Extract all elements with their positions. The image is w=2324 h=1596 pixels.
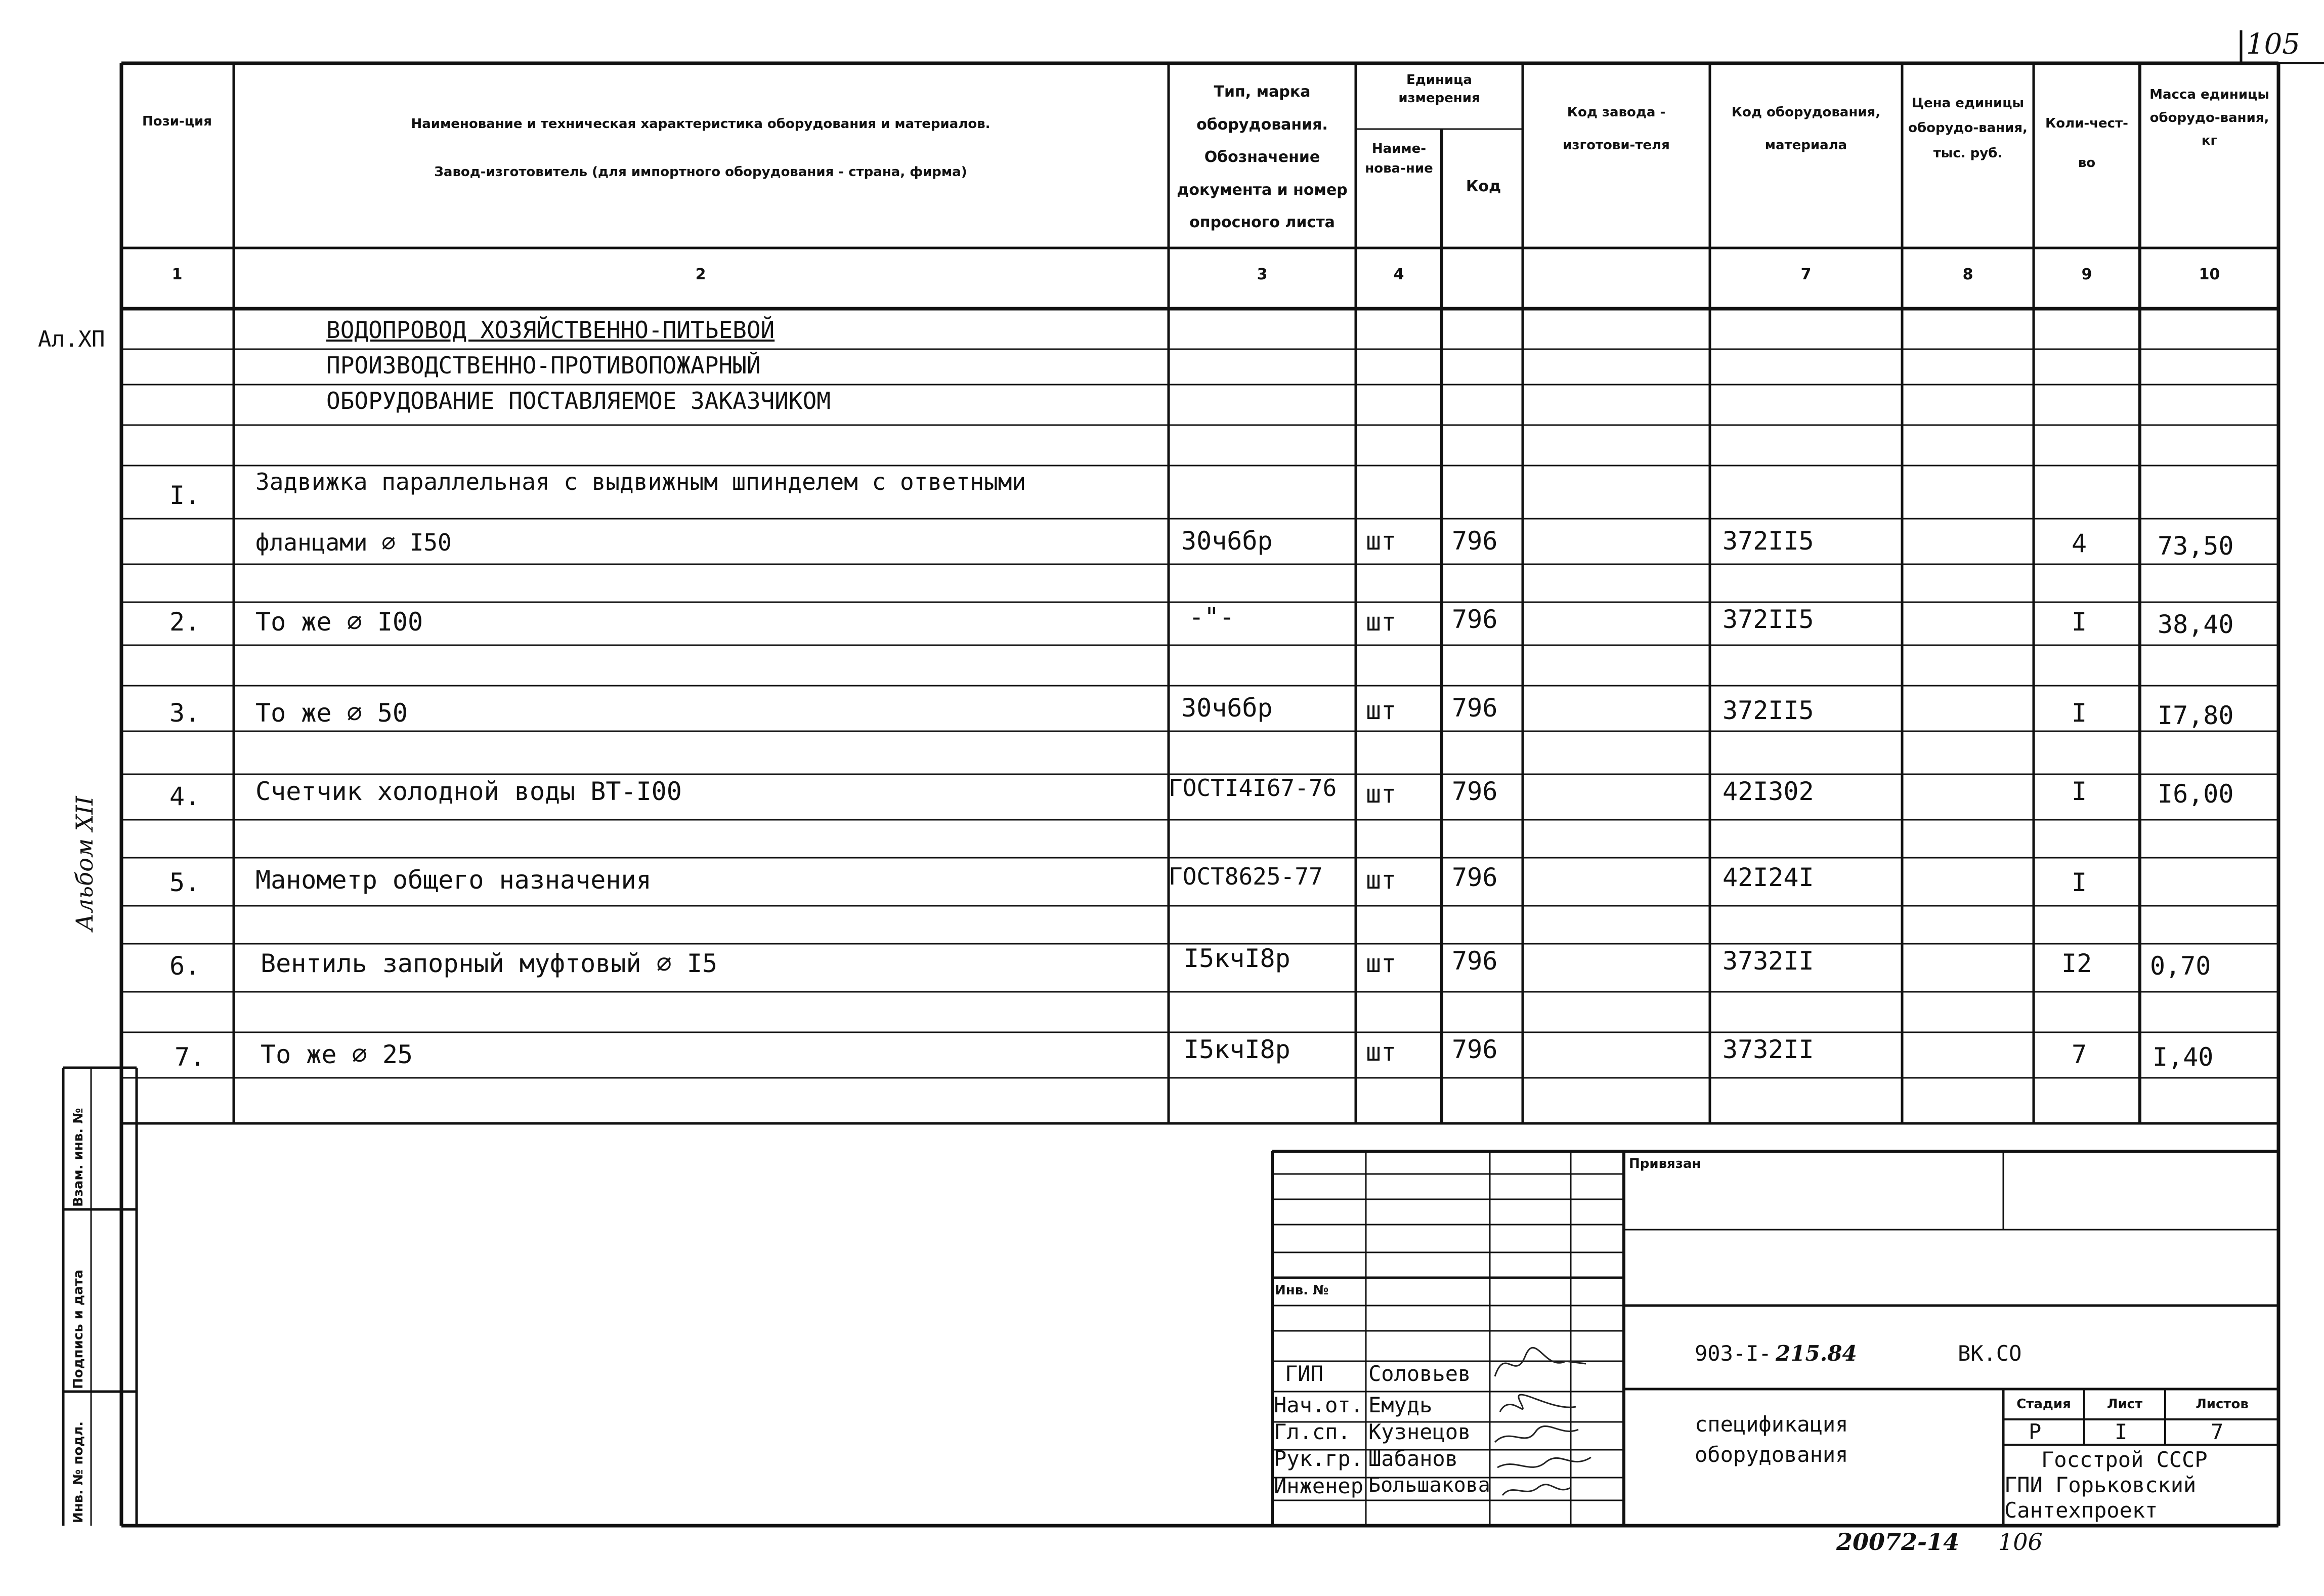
- header-pos: Пози-ция: [142, 114, 212, 129]
- row-6-mass: 0,70: [2150, 951, 2211, 981]
- col-number-9: 9: [2081, 266, 2092, 283]
- signer-name-1: Соловьев: [1368, 1361, 1471, 1386]
- row-5-unit: шт: [1366, 865, 1397, 895]
- row-3-pos: 3.: [169, 698, 200, 728]
- row-7-pos: 7.: [175, 1042, 205, 1072]
- doc-title-line-1: спецификация: [1695, 1412, 1848, 1437]
- signer-name-5: Большакова: [1368, 1474, 1490, 1497]
- header-equip-code: Код оборудования, материала: [1731, 105, 1881, 153]
- doc-mark: ВК.СО: [1958, 1341, 2022, 1366]
- sheets-value: 7: [2211, 1419, 2224, 1444]
- doc-number-bottom: 20072-14: [1836, 1528, 1960, 1556]
- row-4-mass: I6,00: [2158, 779, 2234, 809]
- row-1-type: 30ч6бр: [1181, 526, 1273, 556]
- page-number-bottom: 106: [1998, 1528, 2043, 1556]
- row-5-name: Манометр общего назначения: [255, 865, 652, 895]
- side-stamp-signature-date: Подпись и дата: [71, 1269, 86, 1389]
- title-inv-no: Инв. №: [1275, 1283, 1329, 1298]
- row-2-qty: I: [2072, 607, 2087, 637]
- row-3-type: 30ч6бр: [1181, 693, 1273, 723]
- row-4-qty: I: [2072, 777, 2087, 806]
- col-number-1: 1: [171, 266, 183, 283]
- signer-role-4: Рук.гр.: [1274, 1446, 1364, 1471]
- row-5-type: ГОСТ8625-77: [1169, 863, 1323, 890]
- row-1-name: Задвижка параллельная с выдвижным шпинделем с ответными: [255, 468, 1026, 495]
- row-7-type: I5кчI8р: [1184, 1035, 1290, 1064]
- row-1-mass: 73,50: [2158, 531, 2234, 561]
- row-7-qty: 7: [2072, 1040, 2087, 1069]
- row-3-code: 796: [1452, 693, 1498, 723]
- row-6-code: 796: [1452, 946, 1498, 976]
- signer-name-2: Емудь: [1368, 1393, 1433, 1417]
- row-3-qty: I: [2072, 698, 2087, 728]
- album-left-label: Ал.XП: [38, 326, 105, 352]
- signer-role-2: Нач.от.: [1274, 1393, 1364, 1417]
- header-price: Цена единицы оборудо-вания, тыс. руб.: [1908, 96, 2028, 161]
- signer-role-5: Инженер: [1274, 1474, 1364, 1498]
- album-side-label: Альбом XII: [71, 796, 98, 931]
- row-2-mass: 38,40: [2158, 610, 2234, 639]
- doc-code-hand: 215.84: [1776, 1341, 1857, 1366]
- col-number-3: 3: [1257, 266, 1268, 283]
- sheets-label: Листов: [2196, 1397, 2249, 1412]
- signer-role-1: ГИП: [1285, 1361, 1323, 1386]
- row-1-qty: 4: [2072, 529, 2087, 558]
- org-line-2: ГПИ Горьковский: [2004, 1473, 2197, 1497]
- header-factory-code: Код завода - изготови-теля: [1563, 105, 1670, 153]
- row-7-code: 796: [1452, 1035, 1498, 1064]
- row-2-type: -"-: [1189, 602, 1235, 632]
- row-4-equip: 42I302: [1723, 777, 1814, 806]
- row-1-unit: шт: [1366, 526, 1397, 556]
- row-6-equip: 3732II: [1723, 946, 1814, 976]
- row-4-type: ГОСТI4I67-76: [1169, 774, 1337, 802]
- signer-name-4: Шабанов: [1368, 1446, 1458, 1471]
- col-number-8: 8: [1962, 266, 1973, 283]
- org-line-1: Госстрой СССР: [2041, 1447, 2208, 1472]
- row-3-unit: шт: [1366, 696, 1397, 725]
- row-7-mass: I,40: [2153, 1042, 2214, 1072]
- org-line-3: Сантехпроект: [2004, 1498, 2158, 1523]
- sheet-label: Лист: [2106, 1397, 2143, 1412]
- row-4-pos: 4.: [169, 782, 200, 811]
- row-1-equip: 372II5: [1723, 526, 1814, 556]
- row-2-name: То же ∅ I00: [255, 607, 423, 637]
- row-6-unit: шт: [1366, 949, 1397, 978]
- side-stamp-original-inv: Инв. № подл.: [71, 1421, 86, 1523]
- row-3-mass: I7,80: [2158, 701, 2234, 730]
- stage-value: Р: [2029, 1419, 2042, 1444]
- header-name-line1: Наименование и техническая характеристика оборудования и материалов.: [411, 116, 991, 132]
- row-4-name: Счетчик холодной воды ВТ-I00: [255, 777, 682, 806]
- header-unit: Единица измерения: [1398, 72, 1480, 106]
- row-5-code: 796: [1452, 863, 1498, 892]
- header-type: Тип, марка оборудования. Обозначение документа и номер опросного листа: [1177, 83, 1348, 231]
- row-6-name: Вентиль запорный муфтовый ∅ I5: [261, 949, 718, 978]
- page-number-top: 105: [2246, 28, 2300, 61]
- header-unit-code: Код: [1466, 178, 1501, 195]
- side-stamp-replace-inv: Взам. инв. №: [71, 1108, 86, 1207]
- header-qty: Коли-чест-во: [2045, 116, 2128, 171]
- stage-label: Стадия: [2016, 1397, 2071, 1412]
- row-6-pos: 6.: [169, 951, 200, 981]
- row-2-equip: 372II5: [1723, 605, 1814, 634]
- row-1-pos: I.: [169, 481, 200, 510]
- section-title-line-2: ПРОИЗВОДСТВЕННО-ПРОТИВОПОЖАРНЫЙ: [326, 352, 761, 379]
- row-4-unit: шт: [1366, 779, 1397, 809]
- col-number-2: 2: [695, 266, 706, 283]
- row-2-code: 796: [1452, 605, 1498, 634]
- col-number-10: 10: [2199, 266, 2220, 283]
- title-privyazan: Привязан: [1629, 1156, 1701, 1171]
- row-5-pos: 5.: [169, 868, 200, 897]
- row-3-name: То же ∅ 50: [255, 698, 408, 728]
- row-1-name2: фланцами ∅ I50: [255, 529, 452, 556]
- row-5-equip: 42I24I: [1723, 863, 1814, 892]
- col-number-7: 7: [1800, 266, 1812, 283]
- doc-title-line-2: оборудования: [1695, 1442, 1848, 1467]
- row-7-equip: 3732II: [1723, 1035, 1814, 1064]
- row-6-type: I5кчI8р: [1184, 944, 1290, 973]
- header-name-line2: Завод-изготовитель (для импортного оборудования - страна, фирма): [434, 164, 967, 180]
- row-2-pos: 2.: [169, 607, 200, 637]
- row-3-equip: 372II5: [1723, 696, 1814, 725]
- row-1-code: 796: [1452, 526, 1498, 556]
- signatures: [1490, 1336, 1601, 1503]
- section-title-line-3: ОБОРУДОВАНИЕ ПОСТАВЛЯЕМОЕ ЗАКАЗЧИКОМ: [326, 387, 831, 414]
- header-mass: Масса единицы оборудо-вания, кг: [2149, 87, 2269, 148]
- section-title-line-1: ВОДОПРОВОД ХОЗЯЙСТВЕННО-ПИТЬЕВОЙ: [326, 316, 775, 344]
- header-unit-name: Наиме-нова-ние: [1365, 141, 1433, 176]
- row-7-name: То же ∅ 25: [261, 1040, 413, 1069]
- row-5-qty: I: [2072, 868, 2087, 897]
- row-2-unit: шт: [1366, 607, 1397, 637]
- sheet-value: I: [2115, 1419, 2128, 1444]
- doc-code: 903-I-: [1695, 1341, 1772, 1366]
- row-7-unit: шт: [1366, 1037, 1397, 1067]
- row-4-code: 796: [1452, 777, 1498, 806]
- signer-role-3: Гл.сп.: [1274, 1419, 1351, 1444]
- signer-name-3: Кузнецов: [1368, 1419, 1471, 1444]
- row-6-qty: I2: [2061, 949, 2092, 978]
- col-number-4: 4: [1393, 266, 1404, 283]
